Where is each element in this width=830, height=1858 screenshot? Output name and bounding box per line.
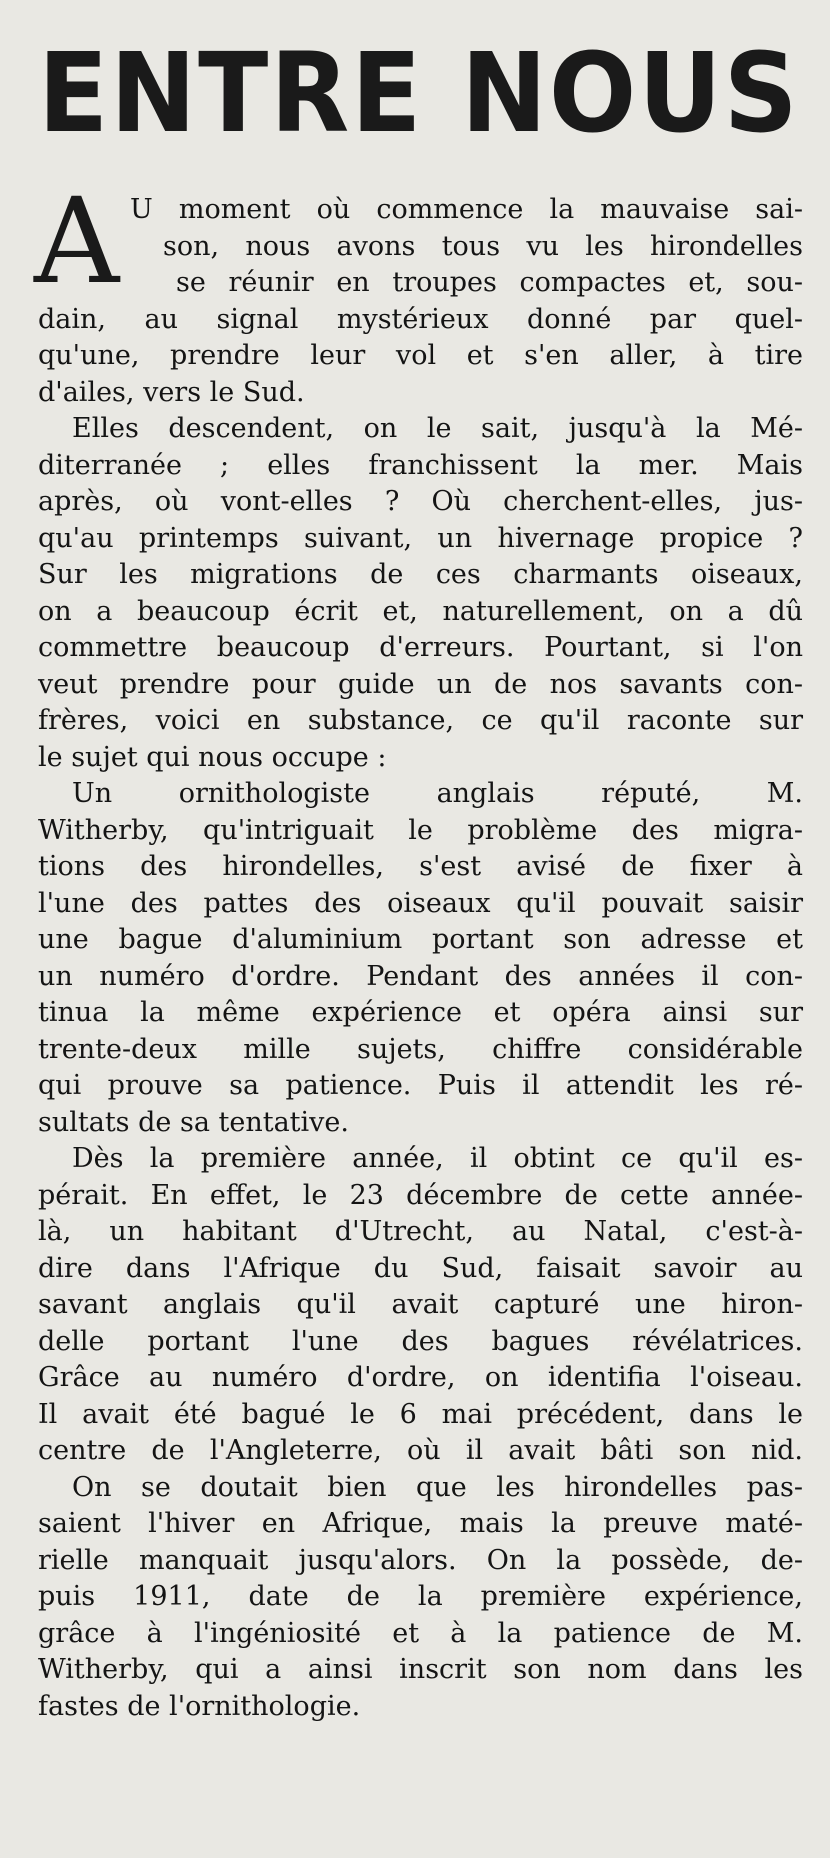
text-line: veut prendre pour guide un de nos savants con- bbox=[38, 668, 803, 700]
text-line: Elles descendent, on le sait, jusqu'à la Mé- bbox=[72, 413, 803, 444]
text-line: pérait. En effet, le 23 décembre de cette année- bbox=[38, 1179, 803, 1211]
text-line: delle portant l'une des bagues révélatrices. bbox=[38, 1325, 803, 1357]
article-body bbox=[0, 172, 803, 1725]
text-line: se réunir en troupes compactes et, sou- bbox=[176, 267, 803, 298]
text-line: qu'au printemps suivant, un hivernage propice ? bbox=[38, 522, 803, 554]
text-line: d'ailes, vers le Sud. bbox=[38, 376, 305, 408]
text-line: U moment où commence la mauvaise sai- bbox=[130, 194, 803, 225]
text-line: son, nous avons tous vu les hirondelles bbox=[163, 230, 803, 262]
drop-cap-block bbox=[34, 172, 803, 310]
text-line: le sujet qui nous occupe : bbox=[38, 741, 387, 773]
text-line: grâce à l'ingéniosité et à la patience de M. bbox=[38, 1617, 803, 1649]
text-line: qu'une, prendre leur vol et s'en aller, à tire bbox=[38, 340, 803, 371]
text-line: saient l'hiver en Afrique, mais la preuve maté- bbox=[38, 1508, 803, 1539]
text-line: Dès la première année, il obtint ce qu'il es- bbox=[72, 1143, 803, 1174]
text-line: dire dans l'Afrique du Sud, faisait savoir au bbox=[38, 1252, 803, 1284]
text-line: l'une des pattes des oiseaux qu'il pouvait saisir bbox=[38, 887, 803, 919]
text-line: rielle manquait jusqu'alors. On la possède, de- bbox=[38, 1544, 803, 1576]
text-line: un numéro d'ordre. Pendant des années il con- bbox=[38, 960, 803, 992]
text-line: qui prouve sa patience. Puis il attendit les ré- bbox=[38, 1070, 803, 1101]
text-line: puis 1911, date de la première expérience, bbox=[38, 1581, 803, 1612]
text-line: sultats de sa tentative. bbox=[38, 1106, 349, 1138]
text-line: fastes de l'ornithologie. bbox=[38, 1690, 361, 1722]
text-line: après, où vont-elles ? Où cherchent-elles, jus- bbox=[38, 486, 803, 517]
text-line: Sur les migrations de ces charmants oiseaux, bbox=[38, 559, 803, 590]
text-line: trente-deux mille sujets, chiffre considérable bbox=[38, 1033, 803, 1065]
drop-cap: A bbox=[34, 172, 120, 310]
text-line: Witherby, qui a ainsi inscrit son nom dans les bbox=[38, 1654, 803, 1685]
text-line: Un ornithologiste anglais réputé, M. bbox=[72, 778, 803, 809]
text-line: tions des hirondelles, s'est avisé de fixer à bbox=[38, 851, 803, 882]
text-line: diterranée ; elles franchissent la mer. Mais bbox=[38, 449, 803, 481]
text-line: centre de l'Angleterre, où il avait bâti son nid. bbox=[38, 1435, 803, 1466]
text-line: une bague d'aluminium portant son adresse et bbox=[38, 924, 803, 955]
text-line: Il avait été bagué le 6 mai précédent, dans le bbox=[38, 1398, 803, 1430]
article-title: ENTRE NOUS bbox=[38, 29, 800, 157]
text-line: tinua la même expérience et opéra ainsi sur bbox=[38, 997, 803, 1028]
text-line: frères, voici en substance, ce qu'il raconte sur bbox=[38, 705, 803, 736]
text-line: dain, au signal mystérieux donné par quel- bbox=[38, 303, 803, 335]
text-line: commettre beaucoup d'erreurs. Pourtant, si l'on bbox=[38, 632, 803, 663]
text-line: Witherby, qu'intriguait le problème des migra- bbox=[38, 814, 803, 846]
text-line: là, un habitant d'Utrecht, au Natal, c'est-à- bbox=[38, 1216, 803, 1247]
text-line: On se doutait bien que les hirondelles pas- bbox=[72, 1471, 803, 1503]
text-line: on a beaucoup écrit et, naturellement, on a dû bbox=[38, 595, 803, 627]
text-line: Grâce au numéro d'ordre, on identifia l'oiseau. bbox=[38, 1362, 803, 1393]
text-line: savant anglais qu'il avait capturé une hiron- bbox=[38, 1289, 803, 1320]
